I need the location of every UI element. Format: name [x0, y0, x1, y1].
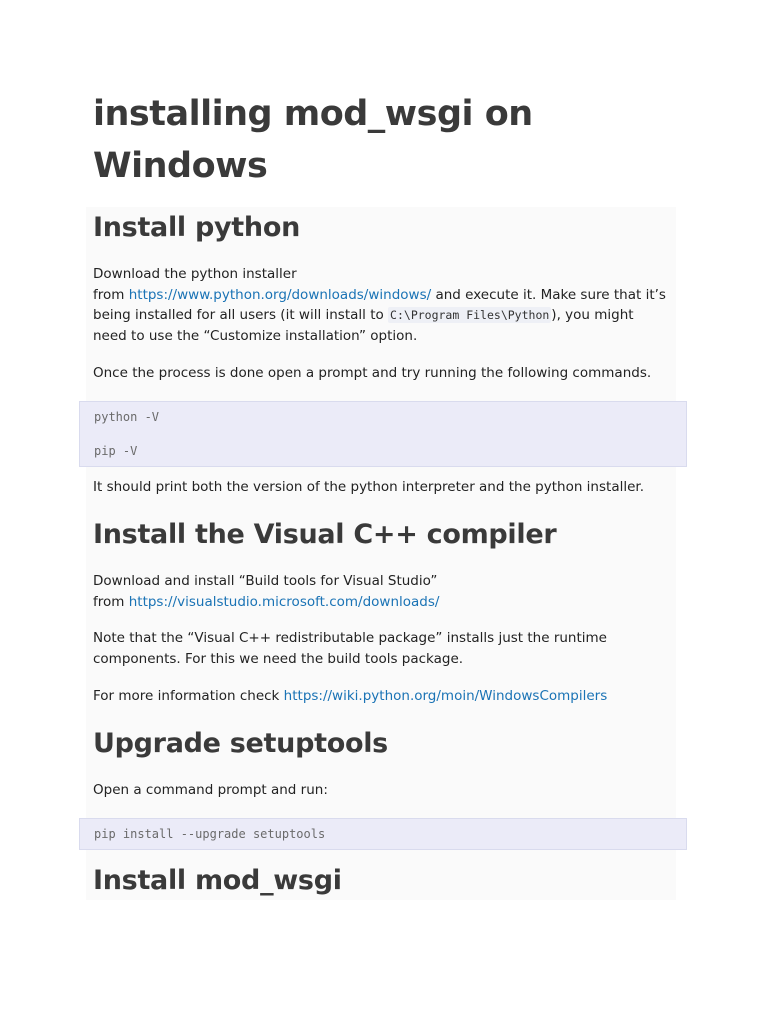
- code-block-upgrade-setuptools: [79, 818, 687, 850]
- text-download-installer: Download the python installer: [93, 266, 297, 282]
- code-line-python-version: python -V: [94, 410, 160, 424]
- paragraph-open-prompt: Once the process is done open a prompt and try running the following commands.: [93, 365, 652, 381]
- heading-install-compiler: Install the Visual C++ compiler: [93, 519, 557, 550]
- text-customize-installation: ), you might need to use the “Customize installation” option.: [93, 307, 634, 344]
- text-download-build-tools: Download and install “Build tools for Visual Studio”: [93, 573, 438, 589]
- code-block-version-check: [79, 401, 687, 467]
- link-visualstudio-downloads[interactable]: https://visualstudio.microsoft.com/downloads/: [128, 593, 440, 610]
- page-title: installing mod_wsgi on Windows: [93, 94, 533, 186]
- heading-install-python: Install python: [93, 212, 301, 243]
- paragraph-open-command-prompt: Open a command prompt and run:: [93, 782, 328, 798]
- code-line-pip-version: pip -V: [94, 444, 138, 458]
- text-from: from: [93, 593, 129, 610]
- paragraph-download-build-tools: [93, 571, 668, 612]
- text-more-information: For more information check: [93, 688, 284, 704]
- paragraph-download-python: [93, 264, 668, 346]
- heading-upgrade-setuptools: Upgrade setuptools: [93, 728, 388, 759]
- link-windows-compilers[interactable]: https://wiki.python.org/moin/WindowsCompilers: [283, 688, 608, 704]
- inline-code-install-path: C:\Program Files\Python: [390, 308, 550, 322]
- link-python-downloads[interactable]: https://www.python.org/downloads/windows/: [128, 286, 432, 303]
- paragraph-should-print: It should print both the version of the python interpreter and the python installer.: [93, 479, 645, 495]
- code-line-pip-install: pip install --upgrade setuptools: [94, 827, 326, 841]
- heading-install-mod-wsgi: Install mod_wsgi: [93, 865, 342, 896]
- paragraph-more-information: [93, 686, 668, 707]
- text-execute-it: and execute it. Make sure that it’s being installed for all users (it will install to: [93, 286, 666, 323]
- text-from: from: [93, 286, 129, 303]
- paragraph-redistributable-note: Note that the “Visual C++ redistributable package” installs just the runtime components. For this we need the build tools package.: [93, 630, 607, 667]
